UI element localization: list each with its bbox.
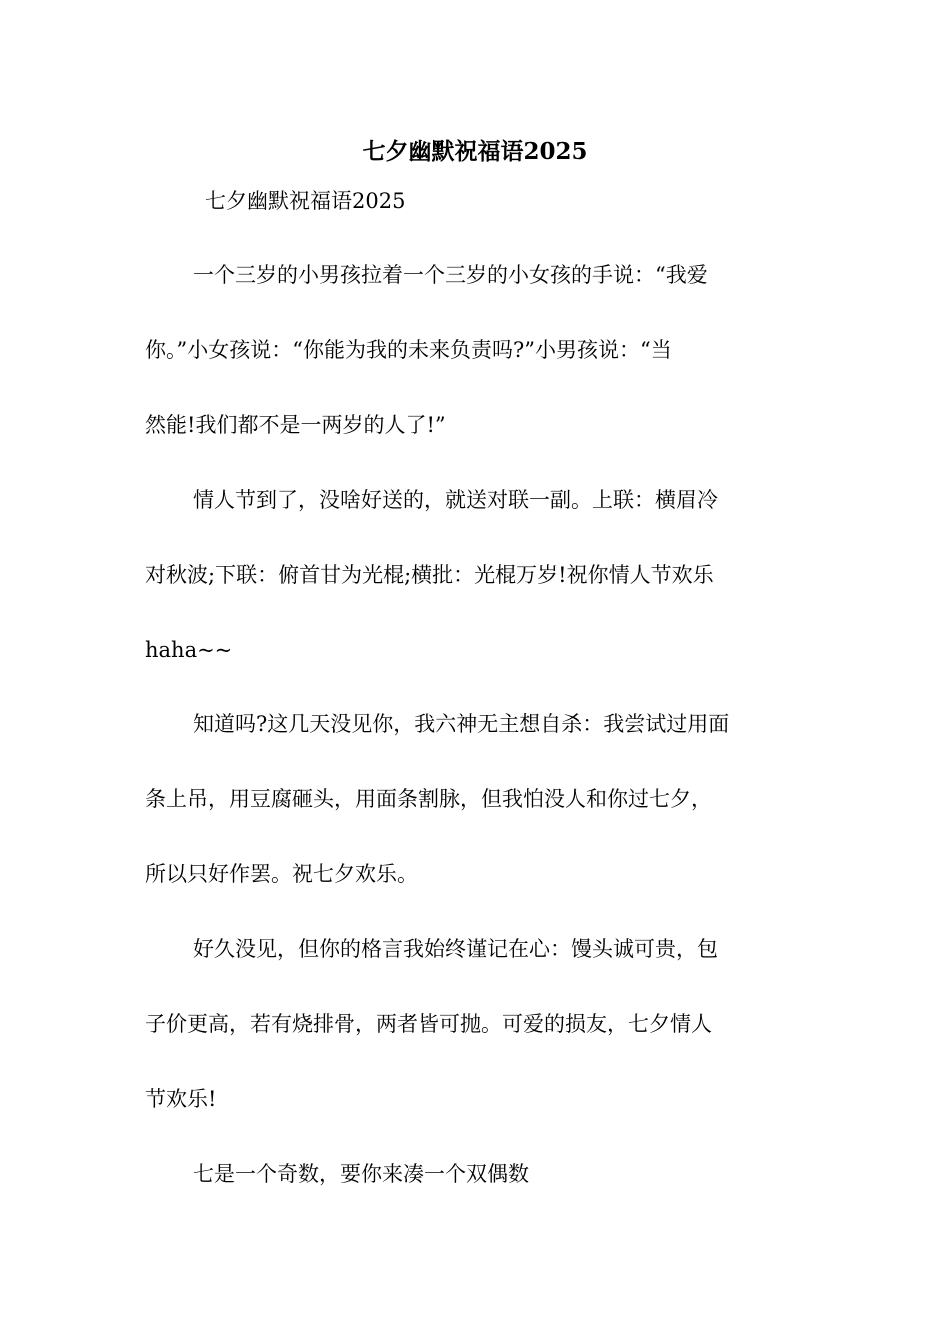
paragraph-2-line-3: haha~~ (145, 638, 233, 662)
paragraph-2-line-1: 情人节到了，没啥好送的，就送对联一副。上联：横眉冷 (193, 488, 718, 512)
paragraph-4-line-3: 节欢乐! (145, 1087, 217, 1111)
paragraph-1-line-1: 一个三岁的小男孩拉着一个三岁的小女孩的手说：“我爱 (193, 263, 708, 287)
paragraph-4-line-1: 好久没见，但你的格言我始终谨记在心：馒头诚可贵，包 (193, 937, 718, 961)
document-subtitle: 七夕幽默祝福语2025 (205, 189, 406, 213)
paragraph-1-line-2: 你。”小女孩说：“你能为我的未来负责吗?”小男孩说：“当 (145, 338, 672, 362)
paragraph-2-line-2: 对秋波;下联：俯首甘为光棍;横批：光棍万岁!祝你情人节欢乐 (145, 563, 714, 587)
paragraph-3-line-1: 知道吗?这几天没见你，我六神无主想自杀：我尝试过用面 (193, 712, 730, 736)
paragraph-3-line-2: 条上吊，用豆腐砸头，用面条割脉，但我怕没人和你过七夕， (145, 787, 712, 811)
paragraph-1-line-3: 然能!我们都不是一两岁的人了!” (145, 413, 446, 437)
document-title: 七夕幽默祝福语2025 (362, 138, 588, 165)
paragraph-3-line-3: 所以只好作罢。祝七夕欢乐。 (145, 862, 418, 886)
paragraph-5-line-1: 七是一个奇数，要你来凑一个双偶数 (193, 1162, 529, 1186)
paragraph-4-line-2: 子价更高，若有烧排骨，两者皆可抛。可爱的损友，七夕情人 (145, 1012, 712, 1036)
